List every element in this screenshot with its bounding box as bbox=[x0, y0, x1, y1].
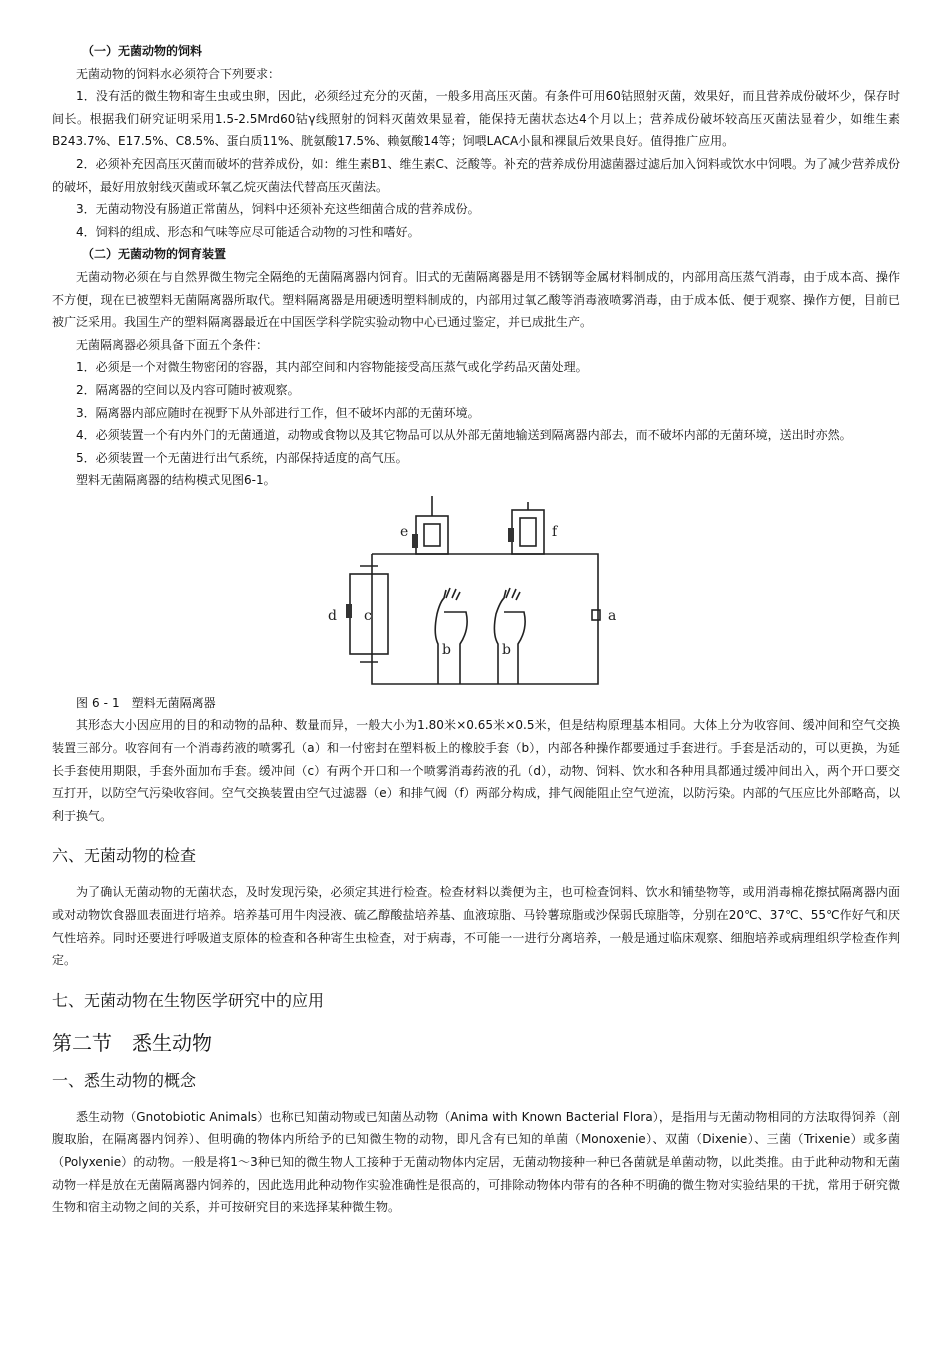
isolator-description: 其形态大小因应用的目的和动物的品种、数量而异，一般大小为1.80米×0.65米×0.5米，但是结构原理基本相同。大体上分为收容间、缓冲间和空气交换装置三部分。收容间有一个消毒药液的喷雾孔（a）和一付密封在塑料板上的橡胶手套（b），内部各种操作都要通过手套进行。手套是活动的，可以更换，为延长手套使用期限，手套外面加布手套。缓冲间（c）有两个开口和一个喷雾消毒药液的孔（d），动物、饲料、饮水和各种用具都通过缓冲间出入，两个开口要交互打开，以防空气污染收容间。空气交换装置由空气过滤器（e）和排气阀（f）两部分构成，排气阀能阻止空气逆流，以防污染。内部的气压应比外部略高，以利于换气。 bbox=[52, 718, 900, 823]
concept-text: 悉生动物（Gnotobiotic Animals）也称已知菌动物或已知菌丛动物（Anima with Known Bacterial Flora），是指用与无菌动物相同的方法取得饲养（剖腹取胎，在隔离器内饲养）、但明确的物体内所给予的已知微生物的动物，即凡含有已知的单菌（Monoxenie）、双菌（Dixenie）、三菌（Trixenie）或多菌（Polyxenie）的动物。一般是将1～3种已知的微生物人工接种于无菌动物体内定居，无菌动物接种一种已各菌就是单菌动物，以此类推。由于此种动物和无菌动物一样是放在无菌隔离器内饲养的，因此选用此种动物作实验准确性是很高的，可排除动物体内带有的各种不明确的微生物对实验结果的干扰，常用于研究微生物和宿主动物之间的关系，并可按研究目的来选择某种微生物。 bbox=[52, 1109, 900, 1215]
label-b-left: b bbox=[442, 641, 451, 658]
label-e: e bbox=[400, 523, 409, 540]
glove-left bbox=[435, 588, 467, 684]
valve-hatch-left bbox=[508, 528, 514, 542]
air-filter-inner bbox=[424, 524, 440, 546]
air-filter-box bbox=[416, 516, 448, 554]
section7-heading: 七、无菌动物在生物医学研究中的应用 bbox=[52, 990, 325, 1010]
label-f: f bbox=[552, 523, 558, 540]
facility-para: 无菌动物必须在与自然界微生物完全隔绝的无菌隔离器内饲育。旧式的无菌隔离器是用不锈钢等金属材料制成的，内部用高压蒸气消毒，由于成本高、操作不方便，现在已被塑料无菌隔离器所取代。塑料隔离器是用硬透明塑料制成的，内部用过氧乙酸等消毒液喷雾消毒，由于成本低、便于观察、操作方便，目前已被广泛采用。我国生产的塑料隔离器最近在中国医学科学院实验动物中心已通过鉴定，并已成批生产。 bbox=[52, 269, 900, 330]
isolator-diagram bbox=[320, 494, 630, 689]
feed-intro: 无菌动物的饲料水必须符合下列要求： bbox=[76, 66, 281, 81]
label-c: c bbox=[364, 607, 372, 624]
condition-item-3: 3．隔离器内部应随时在视野下从外部进行工作，但不破坏内部的无菌环境。 bbox=[76, 405, 480, 420]
buffer-hatch bbox=[346, 604, 352, 618]
section6-heading: 六、无菌动物的检查 bbox=[52, 846, 197, 866]
isolator-figure bbox=[52, 494, 900, 692]
figure-caption-number: 图6-1 bbox=[76, 695, 124, 710]
label-a: a bbox=[608, 607, 617, 624]
feed-item-2: 2．必须补充因高压灭菌而破坏的营养成份，如：维生素B1、维生素C、泛酸等。补充的营养成份用滤菌器过滤后加入饲料或饮水中饲喂。为了减少营养成份的破坏，最好用放射线灭菌或环氧乙烷灭菌法代替高压灭菌法。 bbox=[52, 156, 900, 194]
condition-item-2: 2．隔离器的空间以及内容可随时被观察。 bbox=[76, 382, 300, 397]
condition-item-1: 1．必须是一个对微生物密闭的容器，其内部空间和内容物能接受高压蒸气或化学药品灭菌处理。 bbox=[76, 360, 588, 375]
filter-hatch-left bbox=[412, 534, 418, 548]
exhaust-valve-box bbox=[512, 510, 544, 554]
facility-heading: （二）无菌动物的饲育装置 bbox=[82, 247, 227, 262]
figure-reference: 塑料无菌隔离器的结构模式见图6-1。 bbox=[76, 473, 276, 488]
condition-item-4: 4．必须装置一个有内外门的无菌通道，动物或食物以及其它物品可以从外部无菌地输送到隔离器内部去，而不破坏内部的无菌环境，送出时亦然。 bbox=[76, 428, 852, 443]
label-d: d bbox=[328, 607, 337, 624]
document-page bbox=[52, 40, 900, 1219]
chapter2-heading: 第二节 悉生动物 bbox=[52, 1030, 212, 1055]
concept-heading: 一、悉生动物的概念 bbox=[52, 1070, 197, 1090]
label-b-right: b bbox=[502, 641, 511, 658]
facility-intro: 无菌隔离器必须具备下面五个条件： bbox=[76, 337, 269, 352]
section6-text: 为了确认无菌动物的无菌状态，及时发现污染，必须定其进行检查。检查材料以粪便为主，也可检查饲料、饮水和铺垫物等，或用消毒棉花擦拭隔离器内面或对动物饮食器皿表面进行培养。培养基可用牛肉浸液、硫乙醇酸盐培养基、血液琼脂、马铃薯琼脂或沙保弱氏琼脂等，分别在20℃、37℃、55℃作好气和厌气性培养。同时还要进行呼吸道支原体的检查和各种寄生虫检查，对于病毒，不可能一一进行分离培养，一般是通过临床观察、细胞培养或病理组织学检查作判定。 bbox=[52, 885, 900, 968]
figure-caption bbox=[52, 692, 900, 715]
chamber-outline bbox=[372, 554, 598, 684]
feed-heading: （一）无菌动物的饲料 bbox=[82, 44, 203, 58]
condition-item-5: 5．必须装置一个无菌进行出气系统，内部保持适度的高气压。 bbox=[76, 450, 408, 465]
exhaust-valve-inner bbox=[520, 518, 536, 546]
feed-item-4: 4．饲料的组成、形态和气味等应尽可能适合动物的习性和嗜好。 bbox=[76, 224, 420, 239]
feed-item-3: 3．无菌动物没有肠道正常菌丛，饲料中还须补充这些细菌合成的营养成份。 bbox=[76, 202, 480, 217]
glove-right bbox=[494, 588, 525, 684]
feed-item-1: 1．没有活的微生物和寄生虫或虫卵，因此，必须经过充分的灭菌，一般多用高压灭菌。有条件可用60钴照射灭菌，效果好，而且营养成份破坏少，保存时间长。根据我们研究证明采用1.5-2.5Mrd60钴γ线照射的饲料灭菌效果显着，能保持无菌状态达4个月以上；营养成份破坏较高压灭菌法显着少，如维生素B243.7%、E17.5%、C8.5%、蛋白质11%、胱氨酸17.5%、赖氨酸14等；饲喂LACA小鼠和裸鼠后效果良好。值得推广应用。 bbox=[52, 89, 900, 149]
figure-caption-text: 塑料无菌隔离器 bbox=[131, 695, 216, 710]
